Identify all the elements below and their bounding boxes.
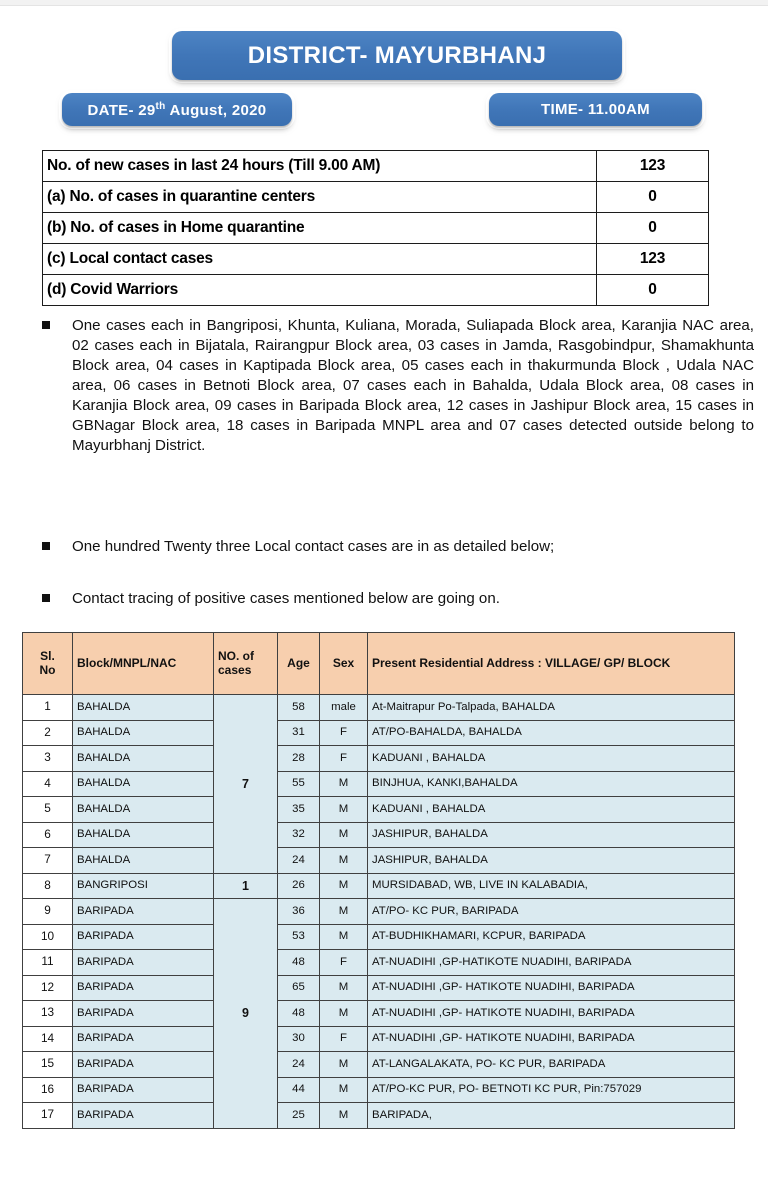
summary-value: 0: [597, 182, 709, 213]
table-row: [23, 924, 735, 950]
cell-sl-no: 6: [23, 822, 73, 848]
cell-sl-no: 1: [23, 695, 73, 721]
district-title-text: DISTRICT- MAYURBHANJ: [247, 41, 547, 69]
cell-address: At-Maitrapur Po-Talpada, BAHALDA: [368, 695, 735, 721]
table-row: [23, 1077, 735, 1103]
cell-sex: F: [320, 720, 368, 746]
date-prefix: DATE- 29: [87, 101, 156, 119]
cell-sex: M: [320, 848, 368, 874]
cell-age: 44: [278, 1077, 320, 1103]
cell-sex: F: [320, 746, 368, 772]
cell-age: 32: [278, 822, 320, 848]
cell-sex: M: [320, 1077, 368, 1103]
date-ordinal-suffix: th: [155, 100, 166, 112]
table-row: [23, 720, 735, 746]
summary-label: (a) No. of cases in quarantine centers: [43, 182, 597, 213]
col-header-sex: Sex: [320, 633, 368, 695]
square-bullet-icon: [42, 537, 72, 557]
cell-block: BANGRIPOSI: [73, 873, 214, 899]
cell-sex: M: [320, 822, 368, 848]
table-row: [23, 797, 735, 823]
table-row: [23, 899, 735, 925]
summary-label: No. of new cases in last 24 hours (Till 9.00 AM): [43, 151, 597, 182]
cell-age: 28: [278, 746, 320, 772]
table-row: [23, 771, 735, 797]
cell-block: BAHALDA: [73, 822, 214, 848]
cell-block: BAHALDA: [73, 771, 214, 797]
cell-age: 30: [278, 1026, 320, 1052]
table-row: [23, 1026, 735, 1052]
summary-row: [43, 244, 709, 275]
cell-sex: M: [320, 1103, 368, 1129]
cell-address: BINJHUA, KANKI,BAHALDA: [368, 771, 735, 797]
cell-age: 58: [278, 695, 320, 721]
cell-address: AT-NUADIHI ,GP- HATIKOTE NUADIHI, BARIPADA: [368, 1001, 735, 1027]
cell-block: BAHALDA: [73, 746, 214, 772]
cell-block: BAHALDA: [73, 695, 214, 721]
cell-sex: M: [320, 771, 368, 797]
case-detail-table-wrapper: [22, 632, 734, 1129]
summary-value: 123: [597, 244, 709, 275]
cell-block: BARIPADA: [73, 1077, 214, 1103]
cell-sl-no: 4: [23, 771, 73, 797]
cell-block: BARIPADA: [73, 1103, 214, 1129]
cell-sex: F: [320, 1026, 368, 1052]
cell-address: AT-NUADIHI ,GP-HATIKOTE NUADIHI, BARIPADA: [368, 950, 735, 976]
col-header-sl-line1: Sl.: [40, 648, 55, 663]
bullet-text: One hundred Twenty three Local contact cases are in as detailed below;: [72, 538, 555, 555]
cell-age: 24: [278, 1052, 320, 1078]
cell-address: BARIPADA,: [368, 1103, 735, 1129]
summary-row: [43, 182, 709, 213]
table-row: [23, 1052, 735, 1078]
col-header-sl-no: [23, 633, 73, 695]
cell-age: 25: [278, 1103, 320, 1129]
cell-address: AT-NUADIHI ,GP- HATIKOTE NUADIHI, BARIPADA: [368, 1026, 735, 1052]
cell-address: MURSIDABAD, WB, LIVE IN KALABADIA,: [368, 873, 735, 899]
cell-sl-no: 17: [23, 1103, 73, 1129]
bullet-text: One cases each in Bangriposi, Khunta, Kuliana, Morada, Suliapada Block area, Karanjia NAC area, 02 cases each in Bijatala, Rairangpur Block area, 03 cases in Jamda, Rasgobindpur, Shamakhunta Block area, 04 cases in Kaptipada Block area, 05 cases each in thakurmunda Block , Udala NAC area, 06 cases in Betnoti Block area, 07 cases each in Bahalda, Udala Block area, 08 cases in Karanjia Block area, 09 cases in Baripada Block area, 12 cases in Jashipur Block area, 15 cases in GBNagar Block area, 18 cases in Baripada MNPL area and 07 cases detected outside belong to Mayurbhanj District.: [72, 317, 754, 454]
cell-address: KADUANI , BAHALDA: [368, 797, 735, 823]
summary-row: [43, 275, 709, 306]
cell-block: BAHALDA: [73, 848, 214, 874]
col-header-sl-line2: No: [39, 662, 56, 677]
cell-sl-no: 5: [23, 797, 73, 823]
summary-row: [43, 213, 709, 244]
square-bullet-icon: [42, 589, 72, 609]
case-detail-table: [22, 632, 735, 1129]
cell-block: BAHALDA: [73, 797, 214, 823]
col-header-cases-line2: cases: [218, 662, 252, 677]
cell-sl-no: 7: [23, 848, 73, 874]
cell-sex: M: [320, 797, 368, 823]
cell-sex: M: [320, 975, 368, 1001]
cell-block: BARIPADA: [73, 1052, 214, 1078]
summary-table-body: [43, 151, 709, 306]
district-title-badge: [172, 31, 622, 80]
table-row: [23, 1001, 735, 1027]
table-row: [23, 822, 735, 848]
cell-age: 35: [278, 797, 320, 823]
case-detail-table-body: [23, 695, 735, 1129]
bullet-text: Contact tracing of positive cases mentioned below are going on.: [72, 590, 500, 607]
cell-sex: M: [320, 873, 368, 899]
table-row: [23, 695, 735, 721]
cell-sl-no: 3: [23, 746, 73, 772]
table-row: [23, 746, 735, 772]
summary-value: 123: [597, 151, 709, 182]
table-row: [23, 950, 735, 976]
table-row: [23, 848, 735, 874]
summary-label: (d) Covid Warriors: [43, 275, 597, 306]
cell-sex: M: [320, 1001, 368, 1027]
cell-sl-no: 9: [23, 899, 73, 925]
bullet-item: [42, 537, 754, 557]
cell-block: BARIPADA: [73, 975, 214, 1001]
cell-address: AT-LANGALAKATA, PO- KC PUR, BARIPADA: [368, 1052, 735, 1078]
cell-block: BARIPADA: [73, 1026, 214, 1052]
top-border-band: [0, 0, 768, 6]
summary-table: [42, 150, 709, 306]
cell-sl-no: 16: [23, 1077, 73, 1103]
bullet-item: [42, 589, 754, 609]
cell-block: BAHALDA: [73, 720, 214, 746]
cell-sex: male: [320, 695, 368, 721]
cell-age: 36: [278, 899, 320, 925]
cell-age: 53: [278, 924, 320, 950]
col-header-age: Age: [278, 633, 320, 695]
summary-value: 0: [597, 213, 709, 244]
cell-age: 48: [278, 1001, 320, 1027]
cell-address: AT/PO-BAHALDA, BAHALDA: [368, 720, 735, 746]
cell-no-of-cases: 1: [214, 873, 278, 899]
date-badge: [62, 93, 292, 126]
cell-sl-no: 12: [23, 975, 73, 1001]
cell-age: 26: [278, 873, 320, 899]
cell-block: BARIPADA: [73, 1001, 214, 1027]
cell-address: KADUANI , BAHALDA: [368, 746, 735, 772]
col-header-address: Present Residential Address : VILLAGE/ GP/ BLOCK: [368, 633, 735, 695]
table-header-row: [23, 633, 735, 695]
cell-address: AT/PO- KC PUR, BARIPADA: [368, 899, 735, 925]
col-header-block: Block/MNPL/NAC: [73, 633, 214, 695]
cell-no-of-cases: 9: [214, 899, 278, 1129]
cell-address: AT-BUDHIKHAMARI, KCPUR, BARIPADA: [368, 924, 735, 950]
cell-sl-no: 10: [23, 924, 73, 950]
summary-row: [43, 151, 709, 182]
table-row: [23, 975, 735, 1001]
col-header-no-of-cases: [214, 633, 278, 695]
case-detail-table-head: [23, 633, 735, 695]
cell-sl-no: 15: [23, 1052, 73, 1078]
time-badge: [489, 93, 702, 126]
time-text: TIME- 11.00AM: [541, 101, 650, 118]
cell-sex: F: [320, 950, 368, 976]
cell-address: AT-NUADIHI ,GP- HATIKOTE NUADIHI, BARIPADA: [368, 975, 735, 1001]
cell-sex: M: [320, 1052, 368, 1078]
date-text: [88, 101, 267, 119]
table-row: [23, 873, 735, 899]
summary-label: (b) No. of cases in Home quarantine: [43, 213, 597, 244]
col-header-cases-line1: NO. of: [218, 648, 254, 663]
cell-sex: M: [320, 899, 368, 925]
summary-value: 0: [597, 275, 709, 306]
cell-sl-no: 11: [23, 950, 73, 976]
cell-sl-no: 13: [23, 1001, 73, 1027]
cell-sl-no: 8: [23, 873, 73, 899]
cell-age: 55: [278, 771, 320, 797]
cell-address: AT/PO-KC PUR, PO- BETNOTI KC PUR, Pin:757029: [368, 1077, 735, 1103]
cell-block: BARIPADA: [73, 899, 214, 925]
cell-block: BARIPADA: [73, 950, 214, 976]
cell-address: JASHIPUR, BAHALDA: [368, 848, 735, 874]
cell-address: JASHIPUR, BAHALDA: [368, 822, 735, 848]
summary-label: (c) Local contact cases: [43, 244, 597, 275]
cell-no-of-cases: 7: [214, 695, 278, 874]
cell-sl-no: 2: [23, 720, 73, 746]
cell-age: 65: [278, 975, 320, 1001]
square-bullet-icon: [42, 316, 72, 455]
bullet-item: [42, 316, 754, 455]
cell-age: 24: [278, 848, 320, 874]
cell-age: 31: [278, 720, 320, 746]
date-rest: August, 2020: [165, 101, 267, 119]
cell-block: BARIPADA: [73, 924, 214, 950]
cell-sex: M: [320, 924, 368, 950]
cell-sl-no: 14: [23, 1026, 73, 1052]
cell-age: 48: [278, 950, 320, 976]
table-row: [23, 1103, 735, 1129]
